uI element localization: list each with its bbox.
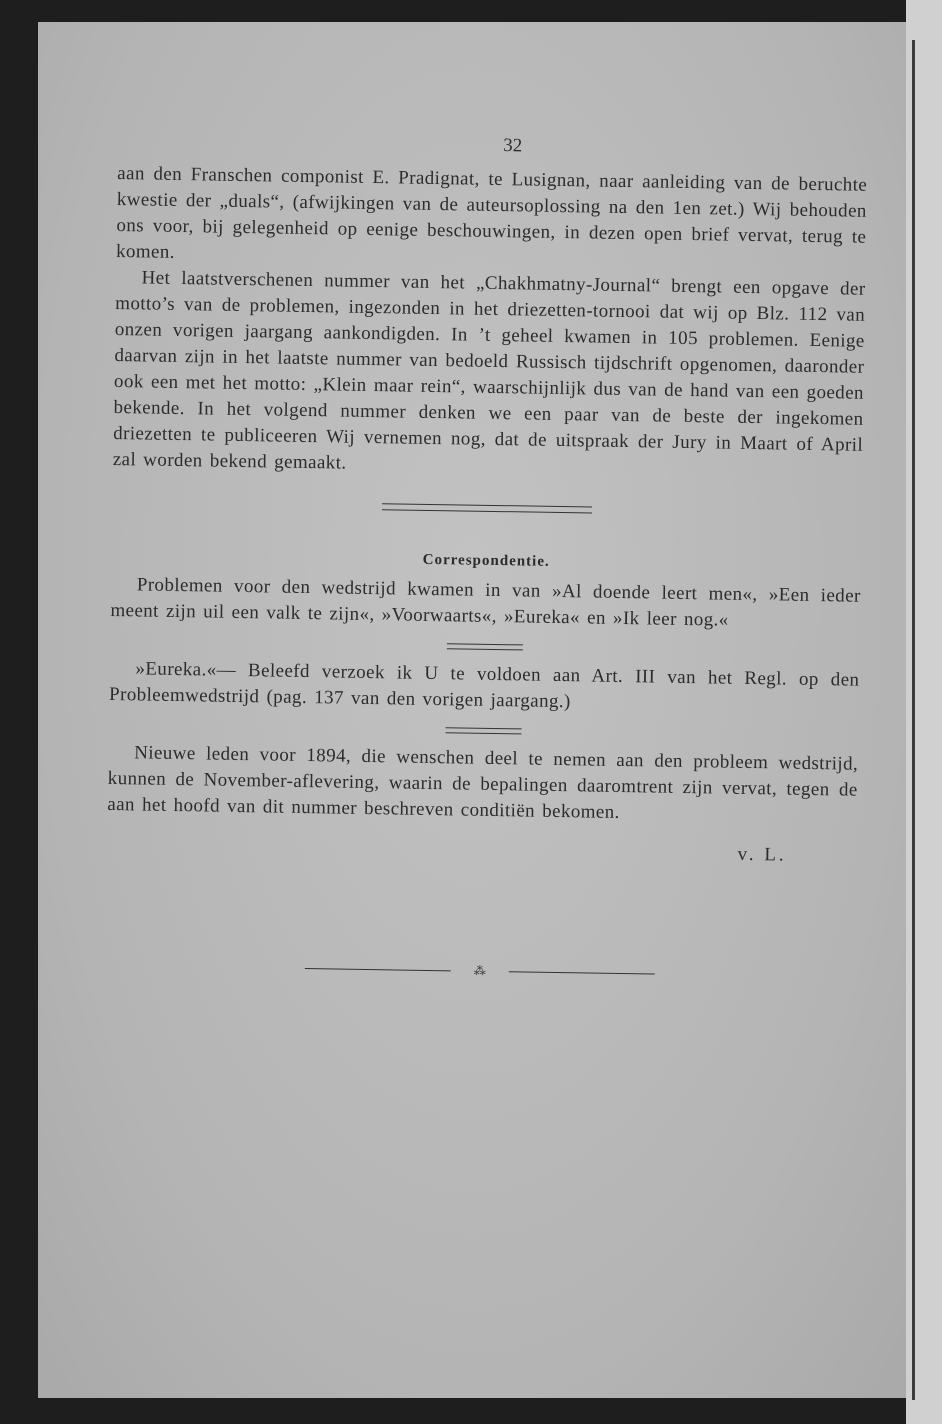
ornament-line-left	[305, 968, 451, 971]
end-ornament	[305, 961, 655, 980]
entry-divider-2	[446, 727, 522, 734]
page-content	[105, 127, 868, 984]
page-number: 32	[503, 135, 523, 157]
paragraph-chakhmatny: Het laatstverschenen nummer van het „Chakhmatny-Journal“ brengt een opgave der motto’s van de problemen, ingezonden in het driezetten-tornooi dat wij op Blz. 112 van onzen vorigen jaargang aankondigden. In ’t geheel kwamen in 105 problemen. Eenige daarvan zijn in het laatste nummer van bedoeld Russisch tijdschrift opgenomen, daaronder ook een met het motto: „Klein maar rein“, waarschijnlijk dus van de hand van een goeden bekende. In het volgend nummer denken we een paar van de beste der ingekomen driezetten te publiceeren Wij vernemen nog, dat de uitspraak der Jury in Maart of April zal worden bekend gemaakt.	[112, 267, 866, 474]
section-heading: Correspondentie.	[422, 551, 550, 570]
signature: v. L.	[737, 843, 787, 866]
paragraph-duals: aan den Franschen componist E. Pradignat, te Lusignan, naar aanleiding van de beruchte kwestie der „duals“, (afwijkingen van de auteursoplossing na den 1en zet.) Wij behouden ons voor, bij gelegenheid op eenige beschouwingen, in dezen open brief vervat, terug te komen.	[115, 162, 868, 263]
section-divider	[382, 503, 592, 513]
ornament-line-right	[509, 971, 655, 974]
book-page	[38, 22, 906, 1398]
correspondence-new-members: Nieuwe leden voor 1894, die wenschen deel te nemen aan den probleem wedstrijd, kunnen de November-aflevering, waarin de bepalingen daaromtrent zijn vervat, tegen de aan het hoofd van dit nummer beschreven conditiën bekomen.	[107, 742, 859, 823]
adjacent-page-edge	[906, 0, 942, 1424]
correspondence-entries: Problemen voor den wedstrijd kwamen in van »Al doende leert men«, »Een ieder meent zijn uil een valk te zijn«, »Voorwaarts«, »Eureka« en »Ik leer nog.«	[110, 574, 861, 631]
correspondence-eureka: »Eureka.«— Beleefd verzoek ik U te voldoen aan Art. III van het Regl. op den Probleemwedstrijd (pag. 137 van den vorigen jaargang.)	[108, 658, 860, 713]
page-edge-line	[912, 40, 915, 1400]
entry-divider-1	[447, 643, 523, 650]
ornament-glyph: ⁂	[473, 963, 486, 978]
